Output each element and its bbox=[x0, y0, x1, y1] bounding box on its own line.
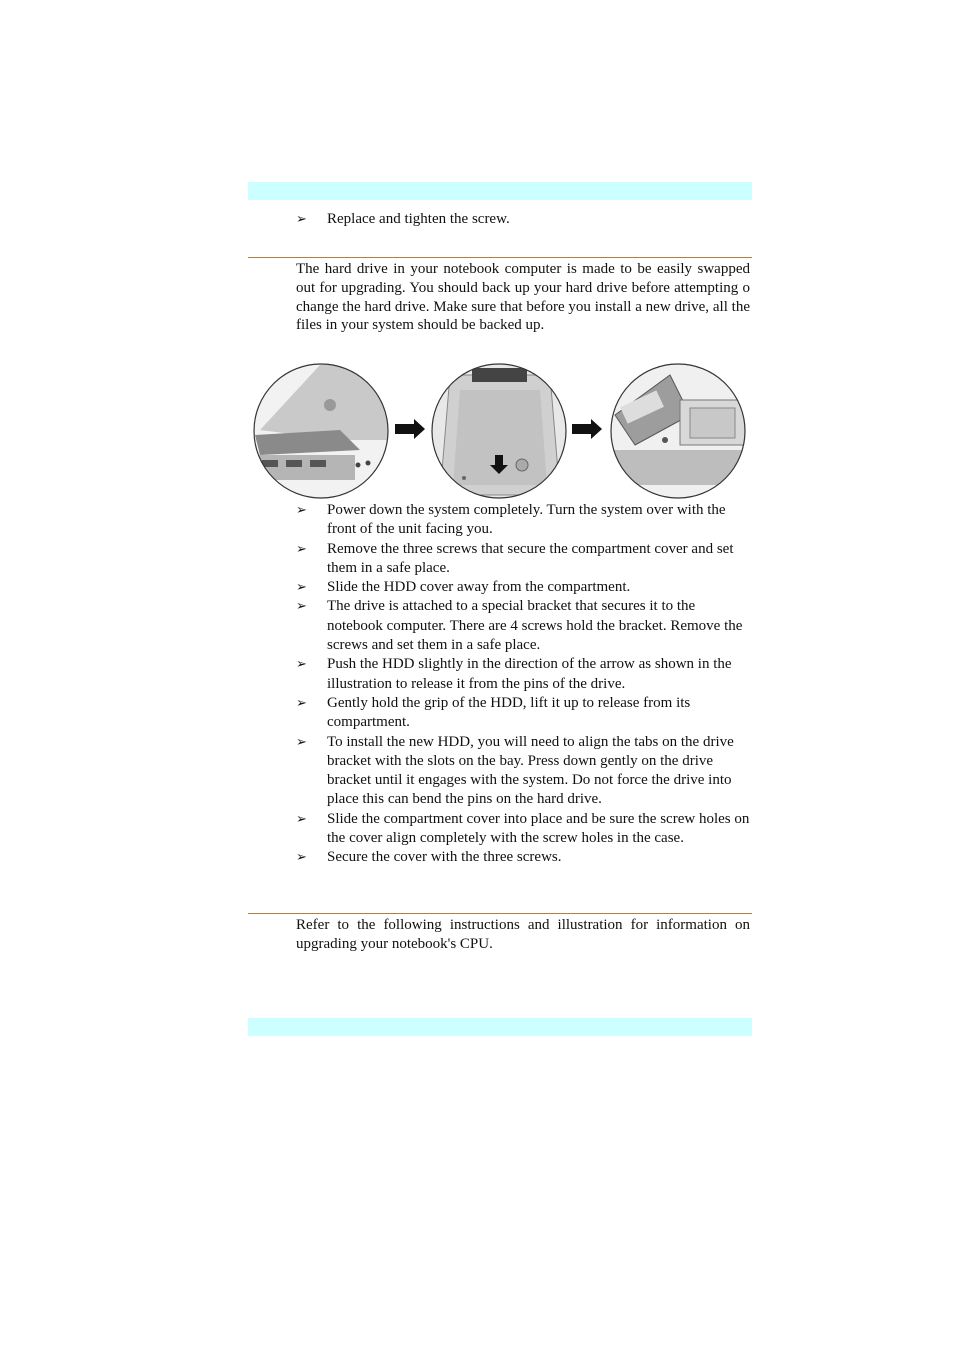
list-item bbox=[296, 848, 750, 867]
hdd-intro-paragraph: The hard drive in your notebook computer is made to be easily swapped out for upgrading. You should back up your hard drive before attempting o change the hard drive. Make sure that before you install a new drive, all the files in your system should be backed up. bbox=[296, 261, 750, 334]
arrow-bullet-icon: ➢ bbox=[296, 695, 307, 711]
notebook-underside-image bbox=[250, 360, 400, 502]
arrow-bullet-icon: ➢ bbox=[296, 580, 307, 596]
list-item bbox=[296, 810, 750, 849]
list-item bbox=[296, 210, 750, 229]
list-item-text: Replace and tighten the screw. bbox=[327, 211, 510, 227]
list-item bbox=[296, 733, 750, 810]
list-item bbox=[296, 501, 750, 540]
list-item-text: Power down the system completely. Turn the system over with the front of the unit facing you. bbox=[327, 502, 726, 538]
arrow-bullet-icon: ➢ bbox=[296, 599, 307, 615]
list-item bbox=[296, 540, 750, 579]
hdd-steps-list bbox=[296, 501, 750, 868]
list-item bbox=[296, 597, 750, 655]
hdd-illustration-svg bbox=[250, 360, 750, 502]
cpu-intro-paragraph: Refer to the following instructions and illustration for information on upgrading your notebook's CPU. bbox=[296, 917, 750, 952]
list-item bbox=[296, 578, 750, 597]
list-item-text: Slide the HDD cover away from the compartment. bbox=[327, 579, 631, 596]
arrow-bullet-icon: ➢ bbox=[296, 541, 307, 557]
section-divider bbox=[248, 913, 752, 914]
arrow-bullet-icon: ➢ bbox=[296, 657, 307, 673]
arrow-bullet-icon: ➢ bbox=[296, 503, 307, 518]
footer-band bbox=[248, 1018, 752, 1036]
header-band bbox=[248, 182, 752, 200]
right-arrow-icon bbox=[395, 419, 425, 439]
hdd-removed-image bbox=[608, 360, 750, 502]
list-item bbox=[296, 694, 750, 733]
list-item-text: Slide the compartment cover into place and be sure the screw holes on the cover align completely with the screw holes in the case. bbox=[327, 810, 750, 847]
arrow-bullet-icon: ➢ bbox=[296, 850, 307, 866]
right-arrow-icon bbox=[572, 419, 602, 439]
arrow-bullet-icon: ➢ bbox=[296, 212, 307, 227]
arrow-bullet-icon: ➢ bbox=[296, 811, 307, 827]
list-item-text: Remove the three screws that secure the compartment cover and set them in a safe place. bbox=[327, 540, 734, 576]
list-item-text: The drive is attached to a special bracket that secures it to the notebook computer. There are 4 screws hold the bracket. Remove the screws and set them in a safe place. bbox=[327, 598, 743, 654]
list-item-text: Secure the cover with the three screws. bbox=[327, 849, 562, 866]
list-item bbox=[296, 655, 750, 694]
hdd-compartment-image bbox=[430, 360, 570, 502]
list-item-text: Push the HDD slightly in the direction of the arrow as shown in the illustration to release it from the pins of the drive. bbox=[327, 656, 732, 692]
list-item-text: To install the new HDD, you will need to align the tabs on the drive bracket with the slots on the bay. Press down gently on the drive bracket until it engages with the system. Do not force the drive into place this can bend the pins on the hard drive. bbox=[327, 733, 734, 808]
hdd-removal-illustration bbox=[250, 360, 750, 502]
section-divider bbox=[248, 257, 752, 258]
arrow-bullet-icon: ➢ bbox=[296, 734, 307, 750]
list-item-text: Gently hold the grip of the HDD, lift it up to release from its compartment. bbox=[327, 694, 691, 731]
top-step-list bbox=[296, 210, 750, 229]
